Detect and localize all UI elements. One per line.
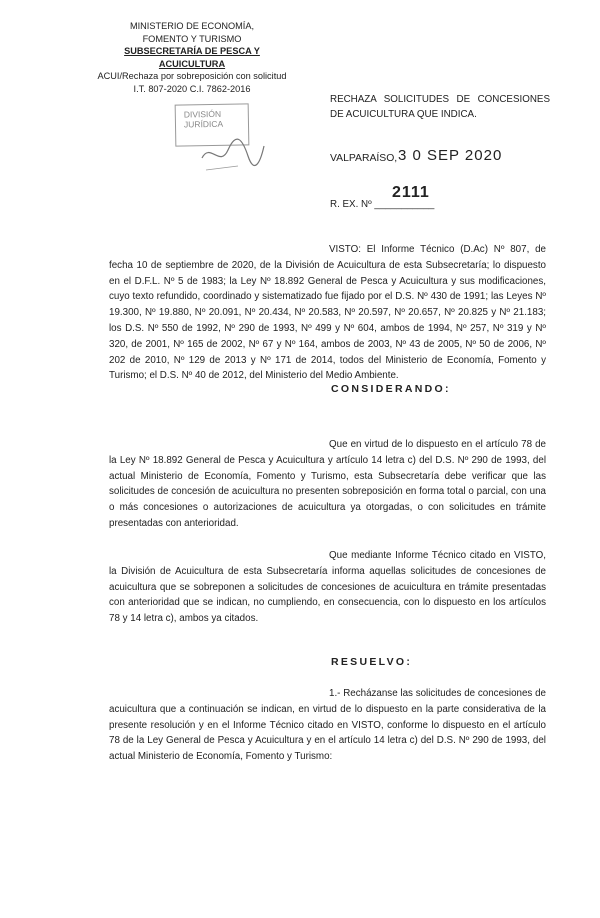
- ministry-subtitle: FOMENTO Y TURISMO: [142, 33, 242, 44]
- document-it-ref: I.T. 807-2020 C.I. 7862-2016: [133, 83, 251, 94]
- ministry-name: MINISTERIO DE ECONOMÍA,: [129, 21, 255, 31]
- considerando-heading: CONSIDERANDO:: [331, 383, 451, 395]
- considerando-text-1: Que en virtud de lo dispuesto en el artículo 78 de la Ley Nº 18.892 General de Pesca y Acuicultura y artículo 14 letra c) del D.S. Nº 290 de 1993, del actual Ministerio de Economía, Fomento y Turismo, esta Subsecretaría debe verificar que las solicitudes de concesión de acuicultura no presenten sobreposición en forma total o parcial, con una o más concesiones o autorizaciones de acuicultura ya otorgadas, o con solicitudes en trámite presentadas con anterioridad.: [109, 439, 546, 529]
- considerando-paragraph-1: [109, 437, 546, 532]
- stamp-line-1: DIVISIÓN: [183, 108, 222, 120]
- document-subject-ref: ACUI/Rechaza por sobreposición con solicitud: [97, 71, 287, 81]
- considerando-text-2: Que mediante Informe Técnico citado en VISTO, la División de Acuicultura de esta Subsecretaría informa aquellas solicitudes de concesiones de acuicultura que se sobreponen a solicitudes de concesiones de acuicultura en trámite presentadas con anterioridad que se indican, no cumpliendo, en consecuencia, con lo dispuesto en los artículos 78 y 14 letra c), ambos ya citados.: [109, 550, 546, 625]
- visto-text: VISTO: El Informe Técnico (D.Ac) Nº 807, de fecha 10 de septiembre de 2020, de la División de Acuicultura de esta Subsecretaría; lo dispuesto en el D.F.L. Nº 5 de 1983; la Ley Nº 18.892 General de Pesca y Acuicultura y sus modificaciones, cuyo texto refundido, coordinado y sistematizado fue fijado por el D.S. Nº 430 de 1991; las Leyes Nº 19.300, Nº 19.880, Nº 20.091, Nº 20.434, Nº 20.583, Nº 20.597, Nº 20.657, Nº 20.825 y Nº 21.183; los D.S. Nº 550 de 1992, Nº 290 de 1993, Nº 499 y Nº 604, ambos de 1994, Nº 257, Nº 319 y Nº 320, de 2001, Nº 165 de 2002, Nº 67 y Nº 164, ambos de 2003, Nº 43 de 2005, Nº 50 de 2006, Nº 202 de 2010, Nº 129 de 2013 y Nº 171 de 2014, todos del Ministerio de Economía, Fomento y Turismo; el D.S. Nº 40 de 2012, del Ministerio del Medio Ambiente.: [109, 244, 546, 382]
- letterhead: [92, 20, 292, 95]
- stamp-line-2: JURÍDICA: [183, 118, 224, 130]
- resuelvo-paragraph-1: [109, 686, 546, 765]
- resuelvo-heading: RESUELVO:: [331, 656, 413, 668]
- resolution-title: RECHAZA SOLICITUDES DE CONCESIONES DE ACUICULTURA QUE INDICA.: [330, 94, 550, 120]
- visto-paragraph: [109, 242, 546, 384]
- initials-signature-icon: [198, 128, 268, 178]
- considerando-paragraph-2: [109, 548, 546, 627]
- resolution-date: 3 0 SEP 2020: [398, 147, 503, 164]
- resuelvo-text-1: 1.- Recházanse las solicitudes de concesiones de acuicultura que a continuación se indican, en virtud de lo dispuesto en la parte considerativa de la presente resolución y en el Informe Técnico citado en VISTO, conforme lo dispuesto en el artículo 78 de la Ley General de Pesca y Acuicultura y en el artículo 14 letra c) del D.S. Nº 290 de 1993, del actual Ministerio de Economía, Fomento y Turismo:: [109, 688, 546, 763]
- resolution-number: 2111: [392, 184, 430, 201]
- place-label: VALPARAÍSO,: [330, 153, 398, 164]
- subsecretaria-name: SUBSECRETARÍA DE PESCA Y ACUICULTURA: [124, 46, 260, 69]
- resolution-number-label: R. EX. Nº ___________: [330, 199, 435, 210]
